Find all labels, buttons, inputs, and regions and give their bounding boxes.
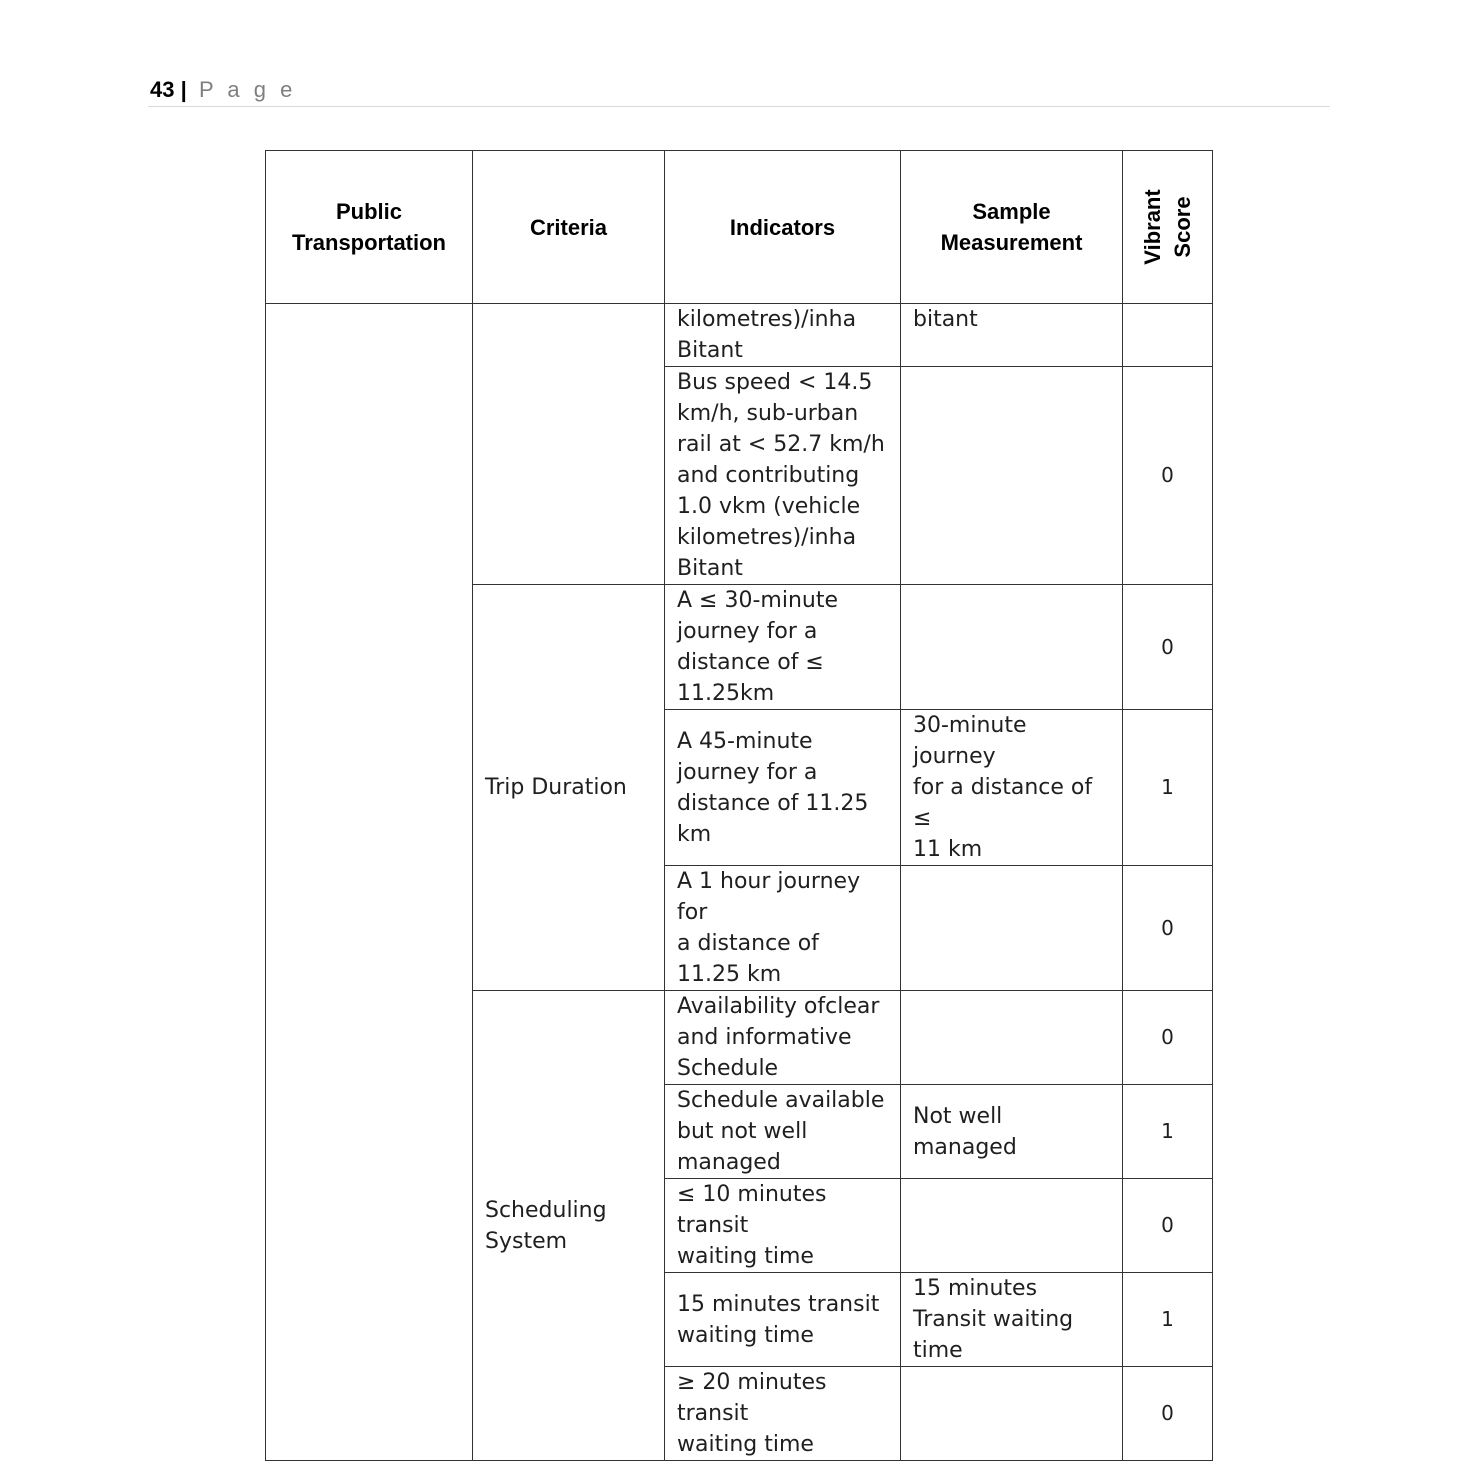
score-cell: 0 xyxy=(1123,866,1213,991)
indicator-cell: 15 minutes transit waiting time xyxy=(665,1273,901,1367)
score-cell xyxy=(1123,304,1213,367)
indicator-cell: Availability ofclear and informative Schedule xyxy=(665,991,901,1085)
indicator-cell: A ≤ 30-minute journey for a distance of ≤ 11.25km xyxy=(665,585,901,710)
sample-cell xyxy=(901,1179,1123,1273)
table-row xyxy=(266,304,1213,367)
indicator-cell: Bus speed < 14.5 km/h, sub-urban rail at < 52.7 km/h and contributing 1.0 vkm (vehicle kilometres)/inha Bitant xyxy=(665,367,901,585)
sample-cell: 15 minutes Transit waiting time xyxy=(901,1273,1123,1367)
criteria-cell-scheduling-system: Scheduling System xyxy=(473,991,665,1461)
indicator-cell: ≥ 20 minutes transit waiting time xyxy=(665,1367,901,1461)
score-cell: 1 xyxy=(1123,1085,1213,1179)
column-header-indicators: Indicators xyxy=(665,151,901,304)
criteria-cell-continued xyxy=(473,304,665,585)
sample-cell: 30-minute journey for a distance of ≤ 11 km xyxy=(901,710,1123,866)
score-cell: 1 xyxy=(1123,710,1213,866)
sample-cell xyxy=(901,585,1123,710)
score-cell: 0 xyxy=(1123,1179,1213,1273)
column-header-criteria: Criteria xyxy=(473,151,665,304)
score-cell: 0 xyxy=(1123,1367,1213,1461)
sample-cell xyxy=(901,866,1123,991)
column-header-sample-measurement: Sample Measurement xyxy=(901,151,1123,304)
indicator-cell: ≤ 10 minutes transit waiting time xyxy=(665,1179,901,1273)
indicator-table xyxy=(265,150,1213,1461)
sample-cell xyxy=(901,991,1123,1085)
page-word: P a g e xyxy=(199,77,297,102)
indicator-cell: A 1 hour journey for a distance of 11.25 km xyxy=(665,866,901,991)
column-header-vibrant-score: Vibrant Score xyxy=(1123,151,1213,304)
score-cell: 0 xyxy=(1123,585,1213,710)
sample-cell: Not well managed xyxy=(901,1085,1123,1179)
sample-cell xyxy=(901,367,1123,585)
page-number: 43 | xyxy=(150,77,187,102)
score-cell: 0 xyxy=(1123,367,1213,585)
score-cell: 1 xyxy=(1123,1273,1213,1367)
indicator-cell: kilometres)/inha Bitant xyxy=(665,304,901,367)
score-cell: 0 xyxy=(1123,991,1213,1085)
page-header xyxy=(148,74,1330,107)
table-header-row xyxy=(266,151,1213,304)
sample-cell xyxy=(901,1367,1123,1461)
indicator-cell: A 45-minute journey for a distance of 11.25 km xyxy=(665,710,901,866)
criteria-cell-trip-duration: Trip Duration xyxy=(473,585,665,991)
sample-cell: bitant xyxy=(901,304,1123,367)
public-transportation-cell xyxy=(266,304,473,1461)
indicator-cell: Schedule available but not well managed xyxy=(665,1085,901,1179)
column-header-public-transportation: Public Transportation xyxy=(266,151,473,304)
